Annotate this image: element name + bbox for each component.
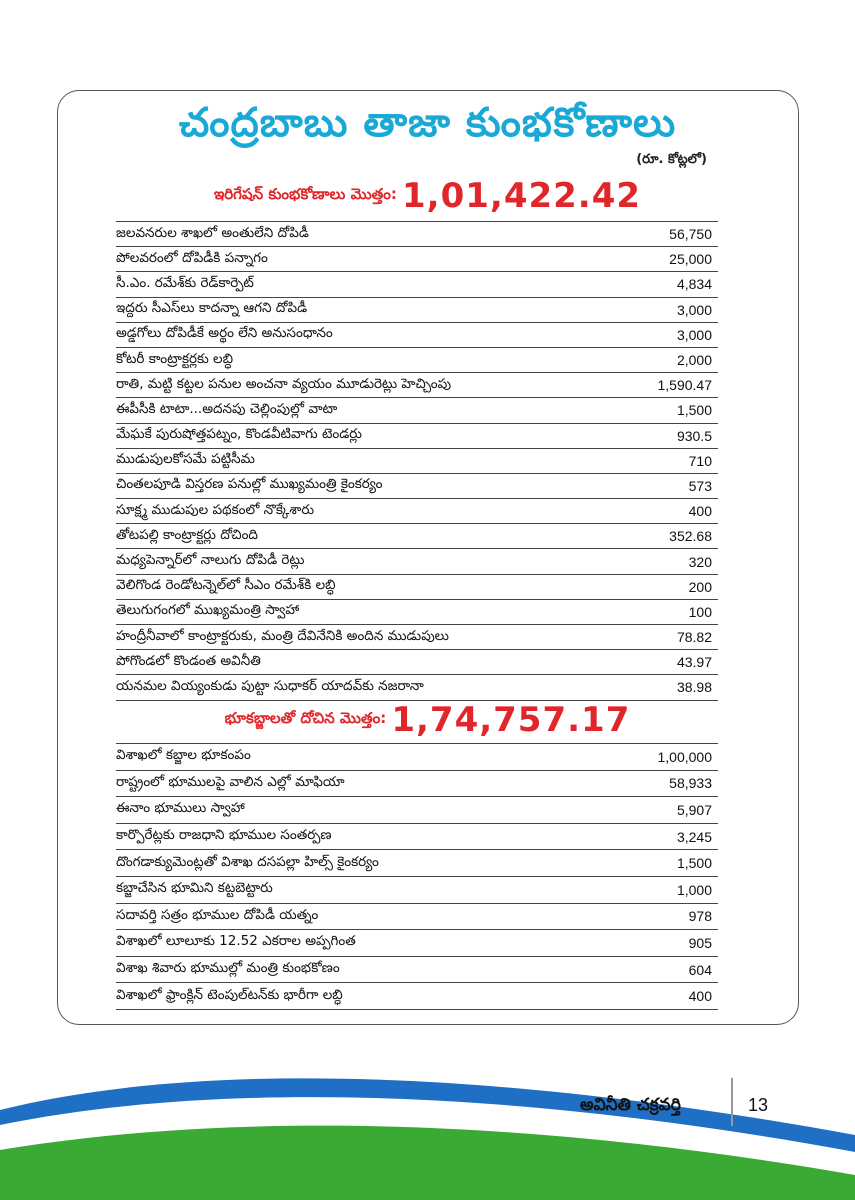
table-row xyxy=(116,373,718,398)
row-value: 1,590.47 xyxy=(657,377,712,394)
row-value: 1,00,000 xyxy=(657,748,712,765)
table-row xyxy=(116,499,718,524)
row-description: ఈనాం భూములు స్వాహా xyxy=(116,800,245,817)
row-value: 710 xyxy=(688,452,712,469)
row-value: 400 xyxy=(688,988,712,1005)
row-value: 78.82 xyxy=(676,629,712,646)
row-description: పోగొండలో కొండంత అవినీతి xyxy=(116,652,261,669)
table-row xyxy=(116,549,718,574)
table-row xyxy=(116,524,718,549)
row-value: 400 xyxy=(688,503,712,520)
row-value: 604 xyxy=(688,961,712,978)
irrigation-table xyxy=(116,221,718,701)
row-description: తోటపల్లి కాంట్రాక్టర్లు దోచింది xyxy=(116,526,258,543)
row-description: కోటరీ కాంట్రాక్టర్లకు లబ్ధి xyxy=(116,350,234,367)
row-description: సూక్ష్మ ముడుపుల పథకంలో నొక్కేశారు xyxy=(116,501,314,518)
row-value: 25,000 xyxy=(669,251,712,268)
row-description: తెలుగుగంగలో ముఖ్యమంత్రి స్వాహా xyxy=(116,602,300,619)
table-row xyxy=(116,575,718,600)
row-value: 1,000 xyxy=(676,881,712,898)
row-value: 38.98 xyxy=(676,679,712,696)
row-value: 5,907 xyxy=(676,801,712,818)
table-row xyxy=(116,930,718,957)
table-row xyxy=(116,298,718,323)
row-description: కార్పొరేట్లకు రాజధాని భూముల సంతర్పణ xyxy=(116,827,332,844)
row-value: 573 xyxy=(688,477,712,494)
row-value: 4,834 xyxy=(676,276,712,293)
table-row xyxy=(116,650,718,675)
table-row xyxy=(116,824,718,851)
table-row xyxy=(116,398,718,423)
table-row xyxy=(116,600,718,625)
row-description: రాష్ట్రంలో భూములపై వాలిన ఎల్లో మాఫియా xyxy=(116,773,345,790)
land-grab-total xyxy=(0,700,855,740)
table-row xyxy=(116,323,718,348)
irrigation-total-label: ఇరిగేషన్ కుంభకోణాలు మొత్తం: xyxy=(213,185,397,203)
row-value: 1,500 xyxy=(676,402,712,419)
table-row xyxy=(116,222,718,247)
land-grab-total-label: భూకబ్జాలతో దోచిన మొత్తం: xyxy=(224,709,387,727)
footer-divider xyxy=(731,1078,733,1126)
land-grab-table xyxy=(116,743,718,1010)
table-row xyxy=(116,272,718,297)
row-description: చింతలపూడి విస్తరణ పనుల్లో ముఖ్యమంత్రి కైంకర్యం xyxy=(116,476,383,493)
row-value: 3,245 xyxy=(676,828,712,845)
row-value: 320 xyxy=(688,553,712,570)
table-row xyxy=(116,904,718,931)
unit-note: (రూ. కోట్లలో) xyxy=(636,152,707,167)
row-description: కబ్జాచేసిన భూమిని కట్టబెట్టారు xyxy=(116,880,273,897)
table-row xyxy=(116,797,718,824)
row-description: యనమల వియ్యంకుడు పుట్టా సుధాకర్ యాదవ్‌కు నజరానా xyxy=(116,677,424,694)
irrigation-total-value: 1,01,422.42 xyxy=(402,176,642,216)
table-row xyxy=(116,449,718,474)
land-grab-total-value: 1,74,757.17 xyxy=(391,700,631,740)
table-row xyxy=(116,983,718,1010)
table-row xyxy=(116,474,718,499)
table-row xyxy=(116,348,718,373)
table-row xyxy=(116,675,718,700)
row-description: విశాఖలో లూలూకు 12.52 ఎకరాల అప్పగింత xyxy=(116,933,356,950)
row-description: విశాఖలో ఫ్రాంక్లిన్ టెంపుల్‌టన్‌కు భారీగా లబ్ధి xyxy=(116,986,343,1003)
row-description: దొంగడాక్యుమెంట్లతో విశాఖ దసపల్లా హిల్స్ కైంకర్యం xyxy=(116,853,379,870)
row-description: వెలిగొండ రెండోటన్నెల్‌లో సీఎం రమేశ్‌కి లబ్ధి xyxy=(116,577,336,594)
irrigation-total xyxy=(0,176,855,216)
row-value: 58,933 xyxy=(669,775,712,792)
row-description: మధ్యపెన్నార్‌లో నాలుగు దోపిడీ రెట్లు xyxy=(116,552,305,569)
row-description: పోలవరంలో దోపిడీకి పన్నాగం xyxy=(116,249,268,266)
row-description: సదావర్తి సత్రం భూముల దోపిడీ యత్నం xyxy=(116,906,319,923)
table-row xyxy=(116,877,718,904)
row-value: 3,000 xyxy=(676,326,712,343)
row-value: 2,000 xyxy=(676,352,712,369)
row-description: జలవనరుల శాఖలో అంతులేని దోపిడీ xyxy=(116,224,309,241)
row-description: ఈపీసీకి టాటా...అదనపు చెల్లింపుల్లో వాటా xyxy=(116,400,338,417)
footer-wave-decoration xyxy=(0,1040,855,1200)
row-description: ఇద్దరు సీఎస్‌లు కాదన్నా ఆగని దోపిడీ xyxy=(116,300,308,317)
footer-title: అవినీతి చక్రవర్తి xyxy=(580,1095,681,1115)
row-value: 3,000 xyxy=(676,301,712,318)
row-value: 1,500 xyxy=(676,855,712,872)
row-description: అడ్డగోలు దోపిడీకే అర్థం లేని అనుసంధానం xyxy=(116,325,333,342)
table-row xyxy=(116,744,718,771)
row-value: 43.97 xyxy=(676,654,712,671)
page-title: చంద్రబాబు తాజా కుంభకోణాలు xyxy=(178,100,677,146)
row-value: 930.5 xyxy=(676,427,712,444)
row-description: హంద్రీనీవాలో కాంట్రాక్టరుకు, మంత్రి దేవినేనికి అందిన ముడుపులు xyxy=(116,627,449,644)
table-row xyxy=(116,850,718,877)
row-description: ముడుపులకోసమే పట్టిసీమ xyxy=(116,451,255,468)
row-description: విశాఖలో కబ్జాల భూకంపం xyxy=(116,747,251,764)
row-value: 352.68 xyxy=(669,528,712,545)
row-value: 56,750 xyxy=(669,226,712,243)
row-value: 200 xyxy=(688,578,712,595)
row-description: సీ.ఎం. రమేశ్‌కు రెడ్‌కార్పెట్ xyxy=(116,274,254,291)
row-description: విశాఖ శివారు భూముల్లో మంత్రి కుంభకోణం xyxy=(116,960,340,977)
row-value: 978 xyxy=(688,908,712,925)
table-row xyxy=(116,625,718,650)
row-description: రాతి, మట్టి కట్టల పనుల అంచనా వ్యయం మూడురెట్లు హెచ్చింపు xyxy=(116,375,452,392)
table-row xyxy=(116,771,718,798)
row-value: 905 xyxy=(688,934,712,951)
page-number: 13 xyxy=(748,1095,769,1115)
row-value: 100 xyxy=(688,603,712,620)
table-row xyxy=(116,424,718,449)
table-row xyxy=(116,247,718,272)
table-row xyxy=(116,957,718,984)
row-description: మేఘకే పురుషోత్తపట్నం, కొండవీటివాగు టెండర్లు xyxy=(116,426,362,443)
